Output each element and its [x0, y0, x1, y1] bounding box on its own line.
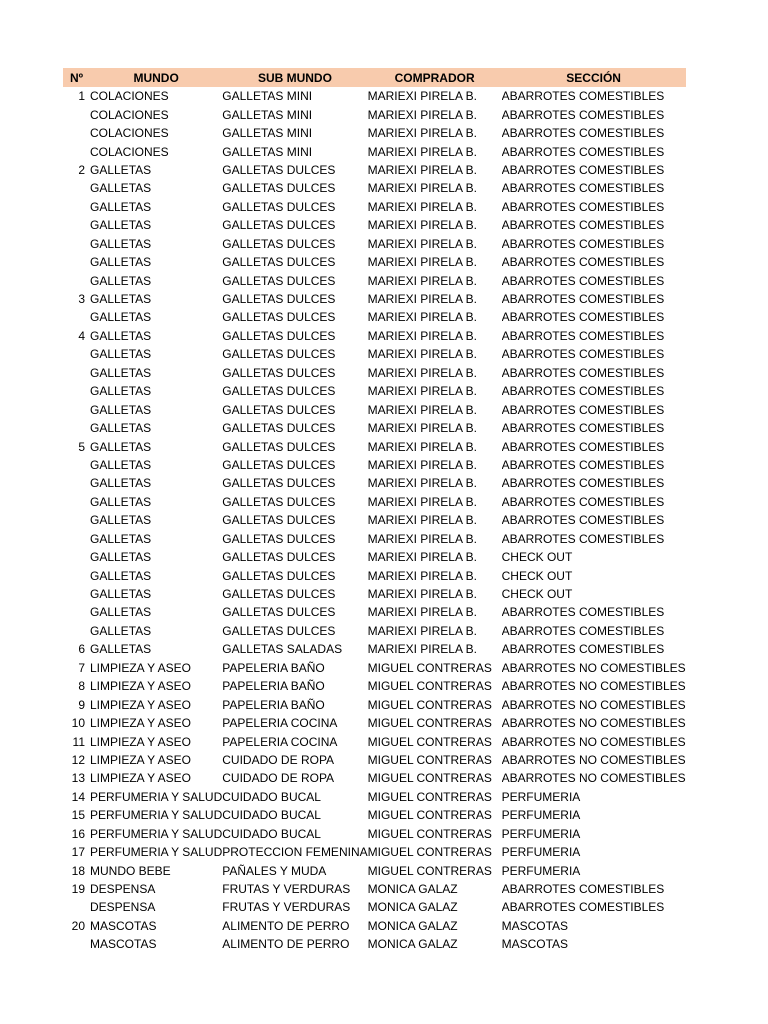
row-sub-mundo: GALLETAS DULCES	[222, 218, 336, 233]
table-row	[63, 419, 686, 437]
row-mundo: DESPENSA	[90, 900, 156, 915]
row-num	[63, 493, 90, 511]
row-comprador: MIGUEL CONTRERAS	[367, 716, 492, 731]
row-num	[63, 216, 90, 234]
row-seccion: ABARROTES COMESTIBLES	[501, 365, 665, 380]
row-comprador: MIGUEL CONTRERAS	[367, 734, 492, 749]
row-sub-mundo: GALLETAS DULCES	[222, 421, 336, 436]
row-mundo: GALLETAS	[90, 568, 152, 583]
table-row	[63, 142, 686, 160]
row-comprador: MARIEXI PIRELA B.	[367, 513, 477, 528]
row-comprador: MARIEXI PIRELA B.	[367, 310, 477, 325]
row-num	[63, 235, 90, 253]
row-mundo: GALLETAS	[90, 199, 152, 214]
row-seccion: ABARROTES COMESTIBLES	[501, 605, 665, 620]
row-num: 12	[71, 752, 85, 767]
row-comprador: MIGUEL CONTRERAS	[367, 771, 492, 786]
row-sub-mundo: GALLETAS DULCES	[222, 550, 336, 565]
row-seccion: ABARROTES NO COMESTIBLES	[501, 716, 686, 731]
table-row	[63, 788, 686, 806]
row-num: 7	[78, 660, 85, 675]
table-row	[63, 861, 686, 879]
table-row	[63, 695, 686, 713]
row-mundo: COLACIONES	[90, 144, 169, 159]
row-sub-mundo: GALLETAS DULCES	[222, 587, 336, 602]
row-num	[63, 419, 90, 437]
row-comprador: MIGUEL CONTRERAS	[367, 845, 492, 860]
row-seccion: ABARROTES COMESTIBLES	[501, 236, 665, 251]
row-mundo: GALLETAS	[90, 642, 152, 657]
row-comprador: MARIEXI PIRELA B.	[367, 605, 477, 620]
row-comprador: MIGUEL CONTRERAS	[367, 752, 492, 767]
table-row	[63, 548, 686, 566]
row-mundo: COLACIONES	[90, 107, 169, 122]
row-seccion: ABARROTES COMESTIBLES	[501, 273, 665, 288]
table-row	[63, 327, 686, 345]
row-comprador: MARIEXI PIRELA B.	[367, 494, 477, 509]
row-seccion: ABARROTES COMESTIBLES	[501, 199, 665, 214]
table-row	[63, 456, 686, 474]
table-row	[63, 400, 686, 418]
table-row	[63, 677, 686, 695]
row-num: 20	[71, 918, 85, 933]
row-mundo: LIMPIEZA Y ASEO	[90, 679, 191, 694]
row-sub-mundo: GALLETAS DULCES	[222, 347, 336, 362]
row-num: 5	[78, 439, 85, 454]
row-num	[63, 935, 90, 953]
row-sub-mundo: CUIDADO BUCAL	[222, 826, 321, 841]
table-row	[63, 364, 686, 382]
row-mundo: LIMPIEZA Y ASEO	[90, 660, 191, 675]
table-row	[63, 253, 686, 271]
row-comprador: MARIEXI PIRELA B.	[367, 365, 477, 380]
row-comprador: MARIEXI PIRELA B.	[367, 347, 477, 362]
row-sub-mundo: GALLETAS DULCES	[222, 605, 336, 620]
table-row	[63, 105, 686, 123]
row-comprador: MIGUEL CONTRERAS	[367, 660, 492, 675]
row-comprador: MARIEXI PIRELA B.	[367, 292, 477, 307]
table-row	[63, 880, 686, 898]
row-num: 15	[71, 808, 85, 823]
row-num	[63, 548, 90, 566]
row-comprador: MARIEXI PIRELA B.	[367, 642, 477, 657]
row-mundo: PERFUMERIA Y SALUD	[90, 826, 223, 841]
row-num	[63, 364, 90, 382]
row-comprador: MARIEXI PIRELA B.	[367, 531, 477, 546]
row-sub-mundo: GALLETAS DULCES	[222, 476, 336, 491]
row-mundo: GALLETAS	[90, 236, 152, 251]
table-row	[63, 235, 686, 253]
row-seccion: ABARROTES COMESTIBLES	[501, 328, 665, 343]
row-seccion: CHECK OUT	[501, 568, 573, 583]
row-seccion: ABARROTES COMESTIBLES	[501, 642, 665, 657]
row-comprador: MARIEXI PIRELA B.	[367, 476, 477, 491]
row-sub-mundo: CUIDADO DE ROPA	[222, 752, 335, 767]
row-mundo: LIMPIEZA Y ASEO	[90, 697, 191, 712]
row-comprador: MARIEXI PIRELA B.	[367, 144, 477, 159]
row-sub-mundo: ALIMENTO DE PERRO	[222, 937, 350, 952]
row-sub-mundo: GALLETAS DULCES	[222, 199, 336, 214]
row-mundo: GALLETAS	[90, 494, 152, 509]
row-comprador: MIGUEL CONTRERAS	[367, 826, 492, 841]
row-sub-mundo: GALLETAS DULCES	[222, 273, 336, 288]
table-row	[63, 732, 686, 750]
row-num: 2	[78, 162, 85, 177]
row-seccion: ABARROTES NO COMESTIBLES	[501, 697, 686, 712]
row-comprador: MIGUEL CONTRERAS	[367, 697, 492, 712]
row-mundo: COLACIONES	[90, 89, 169, 104]
row-num: 8	[78, 679, 85, 694]
row-mundo: PERFUMERIA Y SALUD	[90, 789, 223, 804]
row-seccion: ABARROTES COMESTIBLES	[501, 126, 665, 141]
table-row	[63, 935, 686, 953]
table-row	[63, 843, 686, 861]
row-seccion: PERFUMERIA	[501, 863, 581, 878]
row-sub-mundo: GALLETAS MINI	[222, 144, 313, 159]
row-num: 18	[71, 863, 85, 878]
row-sub-mundo: PAPELERIA BAÑO	[222, 660, 325, 675]
table-row	[63, 751, 686, 769]
row-sub-mundo: CUIDADO BUCAL	[222, 808, 321, 823]
header-row	[63, 68, 686, 87]
row-seccion: ABARROTES COMESTIBLES	[501, 623, 665, 638]
row-comprador: MARIEXI PIRELA B.	[367, 384, 477, 399]
row-comprador: MARIEXI PIRELA B.	[367, 126, 477, 141]
row-mundo: GALLETAS	[90, 162, 152, 177]
row-num: 19	[71, 882, 85, 897]
row-seccion: ABARROTES COMESTIBLES	[501, 310, 665, 325]
row-comprador: MARIEXI PIRELA B.	[367, 421, 477, 436]
row-mundo: GALLETAS	[90, 181, 152, 196]
row-sub-mundo: GALLETAS DULCES	[222, 292, 336, 307]
table-row	[63, 124, 686, 142]
table-row	[63, 511, 686, 529]
row-num	[63, 566, 90, 584]
row-sub-mundo: GALLETAS DULCES	[222, 531, 336, 546]
table-row	[63, 179, 686, 197]
header-sub-mundo: SUB MUNDO	[257, 70, 332, 85]
row-seccion: MASCOTAS	[501, 918, 569, 933]
row-seccion: ABARROTES NO COMESTIBLES	[501, 734, 686, 749]
row-num	[63, 345, 90, 363]
row-seccion: PERFUMERIA	[501, 789, 581, 804]
row-comprador: MARIEXI PIRELA B.	[367, 587, 477, 602]
row-num	[63, 382, 90, 400]
row-num	[63, 400, 90, 418]
row-sub-mundo: PROTECCION FEMENINA	[222, 845, 368, 860]
row-seccion: ABARROTES NO COMESTIBLES	[501, 660, 686, 675]
row-seccion: ABARROTES COMESTIBLES	[501, 476, 665, 491]
row-mundo: GALLETAS	[90, 513, 152, 528]
header-mundo: MUNDO	[133, 70, 179, 85]
table-row	[63, 640, 686, 658]
row-mundo: GALLETAS	[90, 421, 152, 436]
row-comprador: MARIEXI PIRELA B.	[367, 273, 477, 288]
row-mundo: GALLETAS	[90, 328, 152, 343]
row-mundo: GALLETAS	[90, 587, 152, 602]
row-comprador: MARIEXI PIRELA B.	[367, 439, 477, 454]
table-row	[63, 585, 686, 603]
row-num	[63, 603, 90, 621]
row-num: 10	[71, 716, 85, 731]
row-sub-mundo: PAPELERIA COCINA	[222, 716, 338, 731]
row-seccion: ABARROTES NO COMESTIBLES	[501, 752, 686, 767]
row-comprador: MONICA GALAZ	[367, 918, 458, 933]
row-comprador: MIGUEL CONTRERAS	[367, 679, 492, 694]
row-seccion: PERFUMERIA	[501, 845, 581, 860]
row-sub-mundo: PAPELERIA BAÑO	[222, 679, 325, 694]
row-num	[63, 142, 90, 160]
row-mundo: MUNDO BEBE	[90, 863, 171, 878]
row-seccion: ABARROTES COMESTIBLES	[501, 531, 665, 546]
row-seccion: ABARROTES NO COMESTIBLES	[501, 679, 686, 694]
row-comprador: MARIEXI PIRELA B.	[367, 218, 477, 233]
row-num: 6	[78, 642, 85, 657]
table-row	[63, 382, 686, 400]
row-comprador: MARIEXI PIRELA B.	[367, 568, 477, 583]
row-num	[63, 253, 90, 271]
row-num: 13	[71, 771, 85, 786]
row-sub-mundo: GALLETAS DULCES	[222, 310, 336, 325]
table-row	[63, 216, 686, 234]
row-sub-mundo: GALLETAS DULCES	[222, 568, 336, 583]
table-row	[63, 308, 686, 326]
table-row	[63, 898, 686, 916]
table-row	[63, 825, 686, 843]
row-seccion: ABARROTES COMESTIBLES	[501, 900, 665, 915]
row-comprador: MARIEXI PIRELA B.	[367, 236, 477, 251]
table-row	[63, 769, 686, 787]
row-mundo: COLACIONES	[90, 126, 169, 141]
row-mundo: PERFUMERIA Y SALUD	[90, 845, 223, 860]
row-num	[63, 511, 90, 529]
row-num	[63, 198, 90, 216]
row-seccion: CHECK OUT	[501, 550, 573, 565]
row-mundo: GALLETAS	[90, 550, 152, 565]
row-comprador: MARIEXI PIRELA B.	[367, 89, 477, 104]
row-comprador: MARIEXI PIRELA B.	[367, 550, 477, 565]
row-sub-mundo: GALLETAS DULCES	[222, 457, 336, 472]
row-comprador: MARIEXI PIRELA B.	[367, 328, 477, 343]
table-row	[63, 493, 686, 511]
row-mundo: GALLETAS	[90, 457, 152, 472]
row-comprador: MARIEXI PIRELA B.	[367, 162, 477, 177]
row-seccion: ABARROTES COMESTIBLES	[501, 513, 665, 528]
row-sub-mundo: GALLETAS SALADAS	[222, 642, 343, 657]
row-comprador: MONICA GALAZ	[367, 882, 458, 897]
row-seccion: ABARROTES COMESTIBLES	[501, 255, 665, 270]
row-mundo: GALLETAS	[90, 402, 152, 417]
row-seccion: ABARROTES COMESTIBLES	[501, 439, 665, 454]
row-mundo: GALLETAS	[90, 347, 152, 362]
table-row	[63, 566, 686, 584]
row-sub-mundo: PAÑALES Y MUDA	[222, 863, 327, 878]
row-mundo: GALLETAS	[90, 531, 152, 546]
row-sub-mundo: GALLETAS DULCES	[222, 439, 336, 454]
row-num	[63, 530, 90, 548]
row-mundo: GALLETAS	[90, 605, 152, 620]
row-num: 4	[78, 328, 85, 343]
row-mundo: MASCOTAS	[90, 937, 157, 952]
row-seccion: ABARROTES COMESTIBLES	[501, 494, 665, 509]
row-comprador: MONICA GALAZ	[367, 937, 458, 952]
row-num: 17	[71, 845, 85, 860]
row-mundo: GALLETAS	[90, 255, 152, 270]
row-mundo: GALLETAS	[90, 439, 152, 454]
row-num	[63, 622, 90, 640]
row-sub-mundo: FRUTAS Y VERDURAS	[222, 900, 351, 915]
row-mundo: GALLETAS	[90, 365, 152, 380]
row-mundo: DESPENSA	[90, 882, 156, 897]
row-sub-mundo: GALLETAS DULCES	[222, 384, 336, 399]
row-comprador: MARIEXI PIRELA B.	[367, 457, 477, 472]
row-num: 9	[78, 697, 85, 712]
row-mundo: GALLETAS	[90, 384, 152, 399]
row-sub-mundo: PAPELERIA BAÑO	[222, 697, 325, 712]
row-mundo: GALLETAS	[90, 476, 152, 491]
row-sub-mundo: GALLETAS MINI	[222, 89, 313, 104]
row-sub-mundo: GALLETAS DULCES	[222, 181, 336, 196]
table-row	[63, 659, 686, 677]
row-seccion: ABARROTES COMESTIBLES	[501, 107, 665, 122]
row-num: 14	[71, 789, 85, 804]
row-mundo: GALLETAS	[90, 310, 152, 325]
row-comprador: MARIEXI PIRELA B.	[367, 623, 477, 638]
table-row	[63, 345, 686, 363]
row-seccion: ABARROTES COMESTIBLES	[501, 457, 665, 472]
table-row	[63, 530, 686, 548]
row-seccion: ABARROTES COMESTIBLES	[501, 402, 665, 417]
row-sub-mundo: GALLETAS MINI	[222, 107, 313, 122]
row-mundo: GALLETAS	[90, 623, 152, 638]
table-row	[63, 917, 686, 935]
row-comprador: MARIEXI PIRELA B.	[367, 402, 477, 417]
header-num: Nº	[69, 70, 84, 85]
header-comprador: COMPRADOR	[394, 70, 475, 85]
row-mundo: GALLETAS	[90, 218, 152, 233]
table-row	[63, 603, 686, 621]
data-table	[63, 68, 686, 954]
row-sub-mundo: GALLETAS DULCES	[222, 623, 336, 638]
row-seccion: MASCOTAS	[501, 937, 569, 952]
row-seccion: ABARROTES COMESTIBLES	[501, 347, 665, 362]
row-comprador: MARIEXI PIRELA B.	[367, 255, 477, 270]
row-mundo: LIMPIEZA Y ASEO	[90, 734, 191, 749]
row-comprador: MARIEXI PIRELA B.	[367, 107, 477, 122]
row-seccion: ABARROTES COMESTIBLES	[501, 89, 665, 104]
row-sub-mundo: GALLETAS DULCES	[222, 236, 336, 251]
row-comprador: MARIEXI PIRELA B.	[367, 199, 477, 214]
row-num: 3	[78, 292, 85, 307]
row-sub-mundo: CUIDADO BUCAL	[222, 789, 321, 804]
row-mundo: LIMPIEZA Y ASEO	[90, 752, 191, 767]
row-seccion: ABARROTES COMESTIBLES	[501, 882, 665, 897]
table-row	[63, 271, 686, 289]
row-num	[63, 898, 90, 916]
row-seccion: ABARROTES COMESTIBLES	[501, 162, 665, 177]
row-num	[63, 105, 90, 123]
row-sub-mundo: GALLETAS MINI	[222, 126, 313, 141]
table-row	[63, 161, 686, 179]
row-comprador: MIGUEL CONTRERAS	[367, 808, 492, 823]
row-seccion: ABARROTES COMESTIBLES	[501, 384, 665, 399]
table-body	[63, 87, 686, 954]
row-mundo: MASCOTAS	[90, 918, 157, 933]
header-seccion: SECCIÓN	[566, 70, 621, 85]
row-seccion: ABARROTES COMESTIBLES	[501, 292, 665, 307]
row-sub-mundo: PAPELERIA COCINA	[222, 734, 338, 749]
row-num	[63, 585, 90, 603]
row-seccion: CHECK OUT	[501, 587, 573, 602]
row-num	[63, 474, 90, 492]
row-seccion: PERFUMERIA	[501, 826, 581, 841]
row-mundo: GALLETAS	[90, 292, 152, 307]
row-sub-mundo: GALLETAS DULCES	[222, 328, 336, 343]
row-mundo: LIMPIEZA Y ASEO	[90, 716, 191, 731]
row-sub-mundo: GALLETAS DULCES	[222, 162, 336, 177]
table-row	[63, 437, 686, 455]
row-seccion: ABARROTES NO COMESTIBLES	[501, 771, 686, 786]
row-seccion: ABARROTES COMESTIBLES	[501, 218, 665, 233]
table-row	[63, 474, 686, 492]
row-comprador: MARIEXI PIRELA B.	[367, 181, 477, 196]
row-seccion: PERFUMERIA	[501, 808, 581, 823]
row-sub-mundo: GALLETAS DULCES	[222, 494, 336, 509]
table-row	[63, 622, 686, 640]
row-sub-mundo: FRUTAS Y VERDURAS	[222, 882, 351, 897]
row-sub-mundo: GALLETAS DULCES	[222, 255, 336, 270]
row-num	[63, 456, 90, 474]
row-mundo: GALLETAS	[90, 273, 152, 288]
row-mundo: LIMPIEZA Y ASEO	[90, 771, 191, 786]
row-seccion: ABARROTES COMESTIBLES	[501, 181, 665, 196]
row-num	[63, 271, 90, 289]
row-num	[63, 308, 90, 326]
table-row	[63, 806, 686, 824]
table-row	[63, 198, 686, 216]
table-row	[63, 87, 686, 105]
row-num	[63, 124, 90, 142]
row-num: 16	[71, 826, 85, 841]
row-comprador: MIGUEL CONTRERAS	[367, 789, 492, 804]
row-num: 11	[72, 734, 85, 749]
row-sub-mundo: GALLETAS DULCES	[222, 402, 336, 417]
row-mundo: PERFUMERIA Y SALUD	[90, 808, 223, 823]
table-row	[63, 290, 686, 308]
row-seccion: ABARROTES COMESTIBLES	[501, 144, 665, 159]
row-num: 1	[78, 89, 85, 104]
row-sub-mundo: CUIDADO DE ROPA	[222, 771, 335, 786]
row-sub-mundo: GALLETAS DULCES	[222, 513, 336, 528]
row-comprador: MIGUEL CONTRERAS	[367, 863, 492, 878]
table-row	[63, 714, 686, 732]
row-comprador: MONICA GALAZ	[367, 900, 458, 915]
row-seccion: ABARROTES COMESTIBLES	[501, 421, 665, 436]
row-sub-mundo: GALLETAS DULCES	[222, 365, 336, 380]
row-num	[63, 179, 90, 197]
row-sub-mundo: ALIMENTO DE PERRO	[222, 918, 350, 933]
